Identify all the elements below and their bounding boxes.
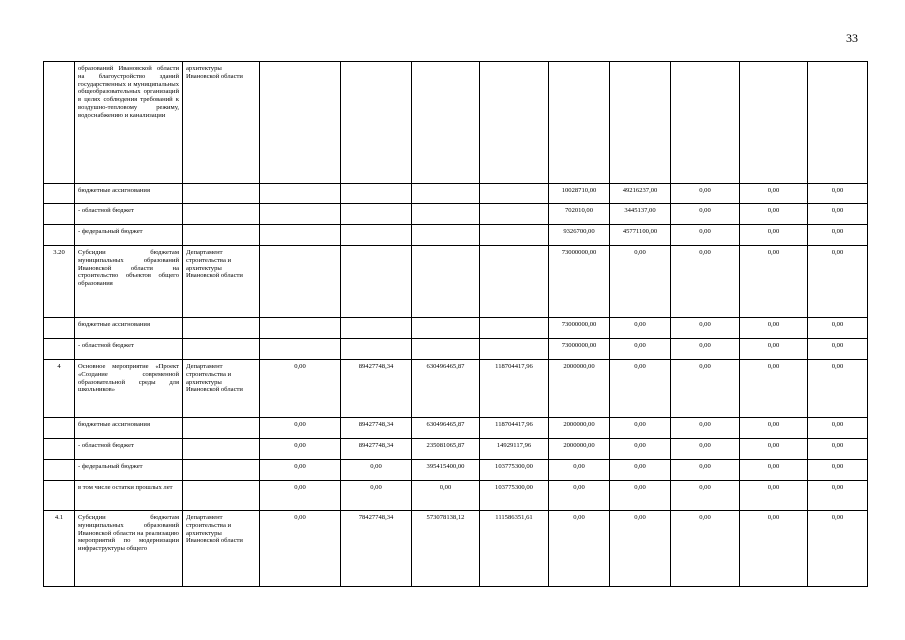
- amount-cell: 573078138,12: [412, 511, 480, 587]
- amount-cell: 630496465,87: [412, 418, 480, 439]
- amount-cell: [480, 318, 549, 339]
- amount-cell: [412, 184, 480, 204]
- table-row: [44, 511, 868, 587]
- amount-cell: [740, 62, 808, 184]
- executor-cell: [183, 339, 260, 360]
- amount-cell: [480, 62, 549, 184]
- amount-cell: 0,00: [260, 418, 341, 439]
- executor-cell: архитектуры Ивановской области: [183, 62, 260, 184]
- row-number-cell: 4: [44, 360, 75, 418]
- executor-cell: Департамент строительства и архитектуры Ивановской области: [183, 246, 260, 318]
- amount-cell: [549, 62, 610, 184]
- amount-cell: [341, 62, 412, 184]
- table-row: [44, 418, 868, 439]
- row-number-cell: [44, 439, 75, 460]
- amount-cell: 0,00: [610, 246, 671, 318]
- row-number-cell: [44, 418, 75, 439]
- table-row: [44, 318, 868, 339]
- description-cell: - федеральный бюджет: [75, 225, 183, 246]
- amount-cell: [260, 225, 341, 246]
- amount-cell: 0,00: [610, 418, 671, 439]
- amount-cell: 0,00: [671, 511, 740, 587]
- amount-cell: [341, 246, 412, 318]
- amount-cell: 0,00: [671, 460, 740, 481]
- amount-cell: 0,00: [260, 511, 341, 587]
- table-row: [44, 184, 868, 204]
- amount-cell: 49216237,00: [610, 184, 671, 204]
- amount-cell: 0,00: [808, 439, 868, 460]
- executor-cell: Департамент строительства и архитектуры Ивановской области: [183, 360, 260, 418]
- amount-cell: [260, 62, 341, 184]
- description-cell: образований Ивановской области на благоустройство зданий государственных и муниципальных общеобразовательных организаций в целях соблюдения требований к воздушно-тепловому режиму, водоснабжению и канализации: [75, 62, 183, 184]
- amount-cell: [480, 184, 549, 204]
- table-row: [44, 339, 868, 360]
- amount-cell: [480, 246, 549, 318]
- amount-cell: [260, 339, 341, 360]
- amount-cell: 0,00: [671, 481, 740, 511]
- description-cell: - областной бюджет: [75, 204, 183, 225]
- amount-cell: [341, 225, 412, 246]
- amount-cell: 73000000,00: [549, 318, 610, 339]
- amount-cell: 0,00: [740, 418, 808, 439]
- row-number-cell: [44, 184, 75, 204]
- amount-cell: 0,00: [610, 360, 671, 418]
- amount-cell: 89427748,34: [341, 418, 412, 439]
- amount-cell: 73000000,00: [549, 339, 610, 360]
- row-number-cell: [44, 225, 75, 246]
- description-cell: бюджетные ассигнования: [75, 318, 183, 339]
- amount-cell: 0,00: [671, 418, 740, 439]
- amount-cell: 0,00: [740, 184, 808, 204]
- amount-cell: 0,00: [610, 439, 671, 460]
- amount-cell: 14929117,96: [480, 439, 549, 460]
- amount-cell: 0,00: [671, 360, 740, 418]
- amount-cell: 0,00: [610, 318, 671, 339]
- amount-cell: [610, 62, 671, 184]
- amount-cell: 0,00: [671, 204, 740, 225]
- amount-cell: 2000000,00: [549, 360, 610, 418]
- row-number-cell: [44, 339, 75, 360]
- row-number-cell: 4.1: [44, 511, 75, 587]
- amount-cell: 0,00: [740, 225, 808, 246]
- amount-cell: 78427748,34: [341, 511, 412, 587]
- amount-cell: [412, 246, 480, 318]
- amount-cell: 0,00: [740, 204, 808, 225]
- amount-cell: 0,00: [808, 418, 868, 439]
- amount-cell: 0,00: [610, 511, 671, 587]
- row-number-cell: [44, 318, 75, 339]
- table-row: [44, 360, 868, 418]
- amount-cell: 0,00: [808, 318, 868, 339]
- row-number-cell: [44, 62, 75, 184]
- amount-cell: 45771100,00: [610, 225, 671, 246]
- row-number-cell: [44, 481, 75, 511]
- table-row: [44, 246, 868, 318]
- amount-cell: 0,00: [412, 481, 480, 511]
- executor-cell: [183, 481, 260, 511]
- amount-cell: 0,00: [671, 225, 740, 246]
- row-number-cell: [44, 204, 75, 225]
- description-cell: Субсидии бюджетам муниципальных образований Ивановской области на реализацию мероприятий по модернизации инфраструктуры общего: [75, 511, 183, 587]
- budget-table: [43, 61, 868, 587]
- amount-cell: 0,00: [260, 481, 341, 511]
- amount-cell: 0,00: [549, 511, 610, 587]
- amount-cell: 0,00: [740, 246, 808, 318]
- amount-cell: [808, 62, 868, 184]
- table-row: [44, 204, 868, 225]
- amount-cell: 0,00: [740, 481, 808, 511]
- executor-cell: [183, 318, 260, 339]
- amount-cell: [341, 318, 412, 339]
- amount-cell: 0,00: [610, 339, 671, 360]
- amount-cell: [412, 318, 480, 339]
- amount-cell: [260, 204, 341, 225]
- description-cell: бюджетные ассигнования: [75, 184, 183, 204]
- row-number-cell: [44, 460, 75, 481]
- description-cell: - областной бюджет: [75, 439, 183, 460]
- amount-cell: 0,00: [808, 481, 868, 511]
- amount-cell: [480, 204, 549, 225]
- amount-cell: 9326700,00: [549, 225, 610, 246]
- amount-cell: 0,00: [671, 339, 740, 360]
- amount-cell: 0,00: [740, 511, 808, 587]
- amount-cell: 0,00: [740, 318, 808, 339]
- amount-cell: [671, 62, 740, 184]
- amount-cell: 0,00: [740, 339, 808, 360]
- executor-cell: [183, 439, 260, 460]
- amount-cell: 0,00: [671, 184, 740, 204]
- amount-cell: 89427748,34: [341, 360, 412, 418]
- amount-cell: 0,00: [808, 184, 868, 204]
- amount-cell: 10028710,00: [549, 184, 610, 204]
- amount-cell: 2000000,00: [549, 418, 610, 439]
- table-row: [44, 460, 868, 481]
- amount-cell: 0,00: [610, 481, 671, 511]
- table-row: [44, 481, 868, 511]
- executor-cell: Департамент строительства и архитектуры Ивановской области: [183, 511, 260, 587]
- executor-cell: [183, 460, 260, 481]
- amount-cell: 0,00: [610, 460, 671, 481]
- amount-cell: [412, 225, 480, 246]
- amount-cell: 0,00: [740, 360, 808, 418]
- amount-cell: [341, 204, 412, 225]
- description-cell: в том числе остатки прошлых лет: [75, 481, 183, 511]
- amount-cell: [480, 339, 549, 360]
- amount-cell: 395415400,00: [412, 460, 480, 481]
- table-row: [44, 225, 868, 246]
- amount-cell: [341, 339, 412, 360]
- amount-cell: 0,00: [260, 439, 341, 460]
- description-cell: бюджетные ассигнования: [75, 418, 183, 439]
- executor-cell: [183, 184, 260, 204]
- amount-cell: [480, 225, 549, 246]
- amount-cell: 0,00: [549, 460, 610, 481]
- amount-cell: 0,00: [549, 481, 610, 511]
- amount-cell: 235081065,87: [412, 439, 480, 460]
- amount-cell: 0,00: [671, 246, 740, 318]
- description-cell: Основное мероприятие «Проект «Создание современной образовательной среды для школьников»: [75, 360, 183, 418]
- amount-cell: 118704417,96: [480, 360, 549, 418]
- amount-cell: 73000000,00: [549, 246, 610, 318]
- amount-cell: 118704417,96: [480, 418, 549, 439]
- description-cell: Субсидии бюджетам муниципальных образований Ивановской области на строительство объектов общего образования: [75, 246, 183, 318]
- amount-cell: 0,00: [341, 481, 412, 511]
- amount-cell: 103775300,00: [480, 460, 549, 481]
- description-cell: - федеральный бюджет: [75, 460, 183, 481]
- page-number: 33: [846, 31, 858, 45]
- amount-cell: [260, 184, 341, 204]
- amount-cell: 2000000,00: [549, 439, 610, 460]
- amount-cell: 0,00: [740, 439, 808, 460]
- amount-cell: 702010,00: [549, 204, 610, 225]
- amount-cell: 103775300,00: [480, 481, 549, 511]
- amount-cell: 0,00: [671, 318, 740, 339]
- amount-cell: [412, 204, 480, 225]
- amount-cell: [260, 318, 341, 339]
- amount-cell: [412, 62, 480, 184]
- amount-cell: 0,00: [260, 360, 341, 418]
- amount-cell: 0,00: [671, 439, 740, 460]
- amount-cell: 0,00: [740, 460, 808, 481]
- amount-cell: 89427748,34: [341, 439, 412, 460]
- amount-cell: 0,00: [808, 339, 868, 360]
- amount-cell: 111586351,61: [480, 511, 549, 587]
- amount-cell: 0,00: [260, 460, 341, 481]
- amount-cell: 0,00: [808, 246, 868, 318]
- amount-cell: 0,00: [808, 511, 868, 587]
- description-cell: - областной бюджет: [75, 339, 183, 360]
- executor-cell: [183, 225, 260, 246]
- amount-cell: 0,00: [808, 360, 868, 418]
- amount-cell: 0,00: [808, 204, 868, 225]
- amount-cell: 3445137,00: [610, 204, 671, 225]
- row-number-cell: 3.20: [44, 246, 75, 318]
- amount-cell: 0,00: [808, 225, 868, 246]
- executor-cell: [183, 204, 260, 225]
- amount-cell: [341, 184, 412, 204]
- amount-cell: [260, 246, 341, 318]
- executor-cell: [183, 418, 260, 439]
- amount-cell: 630496465,87: [412, 360, 480, 418]
- amount-cell: 0,00: [341, 460, 412, 481]
- table-row: [44, 62, 868, 184]
- amount-cell: 0,00: [808, 460, 868, 481]
- table-row: [44, 439, 868, 460]
- amount-cell: [412, 339, 480, 360]
